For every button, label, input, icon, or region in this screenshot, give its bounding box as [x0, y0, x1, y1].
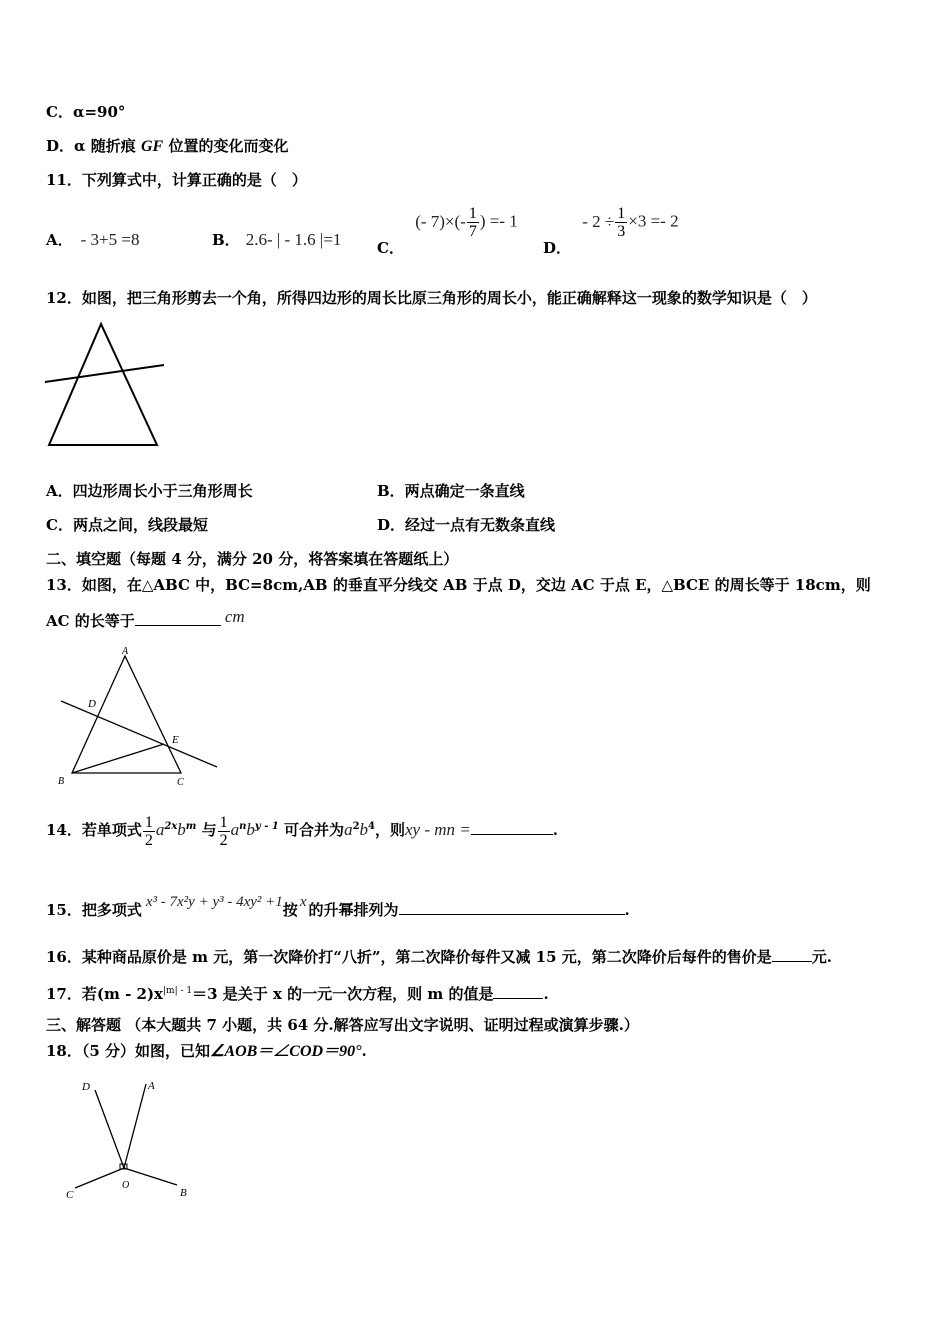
section-3-heading: 三、解答题 （本大题共 7 小题，共 64 分.解答应写出文字说明、证明过程或演算步骤.） [46, 1016, 639, 1034]
q18-label-c: C [66, 1189, 74, 1201]
q14-result-b: b [359, 820, 369, 839]
q14-term2-b-exp: y - 1 [254, 821, 279, 832]
q11-option-a-expr: - 3+5 =8 [80, 230, 140, 249]
q14-then: ，则 [375, 821, 406, 839]
q15-by: 按 [282, 901, 298, 919]
q17-middle: ＝3 是关于 x 的一元一次方程，则 m 的值是 [192, 985, 494, 1003]
q13-line2-text: AC 的长等于 [46, 612, 135, 630]
q18-end: . [361, 1042, 367, 1060]
q18-ray-oa [124, 1084, 146, 1168]
q11-option-d-den: 3 [617, 223, 626, 240]
q11-option-c-label: C． [377, 238, 404, 257]
q11-option-d-label: D． [543, 238, 572, 257]
q12-option-c: C．两点之间，线段最短 [46, 516, 208, 534]
q11-option-d-fraction [615, 205, 627, 240]
q14-term2-a: a [230, 820, 240, 839]
q18-prefix: 18．（5 分）如图，已知 [46, 1042, 211, 1060]
q18-expression: ∠AOB＝∠COD＝90° [210, 1043, 362, 1060]
q14-answer-blank[interactable] [471, 820, 553, 835]
q13-line2 [46, 607, 245, 631]
q14-with: 与 [201, 821, 217, 839]
q14-expression: xy - mn = [405, 820, 471, 839]
q18-ray-ob [124, 1168, 177, 1185]
q17-exponent: |m| - 1 [163, 986, 193, 996]
q18-ray-oc [75, 1168, 124, 1188]
q14-end: . [552, 821, 559, 839]
q14-line [46, 804, 558, 853]
q10-option-d-prefix: D．α 随折痕 [46, 137, 141, 155]
q16-end: 元. [811, 948, 833, 966]
q11-option-c-fraction [467, 205, 479, 240]
q12-option-a: A．四边形周长小于三角形周长 [46, 482, 253, 500]
q15-end: . [624, 901, 630, 919]
q14-fraction-2 [218, 814, 230, 849]
q13-label-b: B [58, 776, 65, 787]
q17-end: . [543, 985, 549, 1003]
q11-stem: 11．下列算式中，计算正确的是（ ） [46, 171, 307, 189]
q16-answer-blank[interactable] [772, 947, 812, 962]
q11-option-c-num: 1 [468, 205, 477, 222]
section-2-heading: 二、填空题（每题 4 分，满分 20 分，将答案填在答题纸上） [46, 550, 459, 568]
q12-option-b: B．两点确定一条直线 [377, 482, 525, 500]
q12-triangle-figure [40, 318, 175, 453]
q12-triangle [49, 324, 157, 445]
q13-label-a: A [122, 646, 129, 657]
q18-angle-figure [60, 1070, 210, 1210]
q14-term2-b: b [246, 820, 255, 839]
q14-mid: 可合并为 [284, 821, 345, 839]
q14-result-b-exp: 4 [368, 821, 375, 832]
q18-label-a: A [148, 1080, 155, 1092]
q14-term1-a-exp: 2x [164, 821, 178, 832]
q18-ray-od [95, 1090, 124, 1168]
q11-option-d [543, 205, 679, 257]
q14-fraction-2-den: 2 [219, 831, 228, 849]
q14-term2-a-exp: n [239, 821, 247, 832]
q10-option-d [46, 136, 288, 157]
q15-line [46, 893, 630, 928]
q13-perpendicular-bisector [61, 701, 217, 767]
q11-option-c [377, 205, 518, 257]
q13-label-e: E [172, 734, 179, 746]
q16-text: 16．某种商品原价是 m 元，第一次降价打“八折”，第二次降价每件又减 15 元，第二次降价后每件的售价是 [46, 948, 772, 966]
q10-option-c: C．α=90° [46, 103, 126, 121]
q17-answer-blank[interactable] [493, 984, 543, 999]
q18-label-b: B [180, 1187, 187, 1199]
q12-cut-line [45, 365, 164, 382]
q12-option-d: D．经过一点有无数条直线 [377, 516, 556, 534]
q15-prefix: 15．把多项式 [46, 901, 142, 919]
q11-option-a [46, 230, 139, 250]
q13-segment-be [72, 744, 164, 773]
q16-line [46, 947, 832, 967]
q13-unit: cm [224, 607, 245, 626]
q13-triangle-figure [50, 642, 230, 792]
q17-prefix: 17．若(m - 2)x [46, 985, 163, 1003]
q13-label-c: C [177, 777, 184, 788]
q18-line [46, 1041, 367, 1062]
q15-polynomial: x³ - 7x²y + y³ - 4xy² +1 [145, 894, 283, 910]
q11-option-d-post: ×3 =- 2 [628, 211, 679, 231]
q14-term1-a: a [155, 820, 165, 839]
q13-answer-blank[interactable] [135, 611, 221, 626]
q14-term1-b: b [177, 820, 186, 839]
q11-option-b-expr: 2.6- | - 1.6 |=1 [245, 230, 342, 249]
q14-fraction-2-num: 1 [219, 813, 228, 831]
q11-option-b [212, 230, 341, 250]
q11-option-c-pre: (- 7)×(- [415, 211, 466, 231]
q15-answer-blank[interactable] [399, 900, 625, 915]
q10-option-d-var: GF [141, 138, 164, 155]
q11-option-d-num: 1 [617, 205, 626, 222]
q14-prefix: 14．若单项式 [46, 821, 142, 839]
q11-option-b-label: B． [212, 231, 240, 249]
q12-stem: 12．如图，把三角形剪去一个角，所得四边形的周长比原三角形的周长小，能正确解释这一现象的数学知识是（ ） [46, 289, 817, 307]
q14-fraction-1-num: 1 [144, 813, 153, 831]
q14-term1-b-exp: m [185, 821, 197, 832]
q18-label-d: D [82, 1081, 90, 1093]
q17-line [46, 981, 549, 1004]
q11-option-d-pre: - 2 ÷ [582, 211, 615, 231]
q11-option-a-label: A． [46, 231, 73, 249]
q14-result-a: a [344, 820, 353, 839]
q15-variable: x [299, 894, 307, 910]
q11-option-c-post: ) =- 1 [479, 211, 518, 231]
q10-option-d-suffix: 位置的变化而变化 [163, 137, 289, 155]
q15-suffix: 的升幂排列为 [308, 901, 399, 919]
q13-line1: 13．如图，在△ABC 中，BC=8cm,AB 的垂直平分线交 AB 于点 D，交边 AC 于点 E，△BCE 的周长等于 18cm，则 [46, 576, 871, 594]
q14-fraction-1 [143, 814, 155, 849]
q14-result-a-exp: 2 [352, 821, 360, 832]
q18-label-o: O [122, 1180, 130, 1191]
q13-label-d: D [88, 698, 96, 710]
q14-fraction-1-den: 2 [144, 831, 153, 849]
q11-option-c-den: 7 [468, 223, 477, 240]
